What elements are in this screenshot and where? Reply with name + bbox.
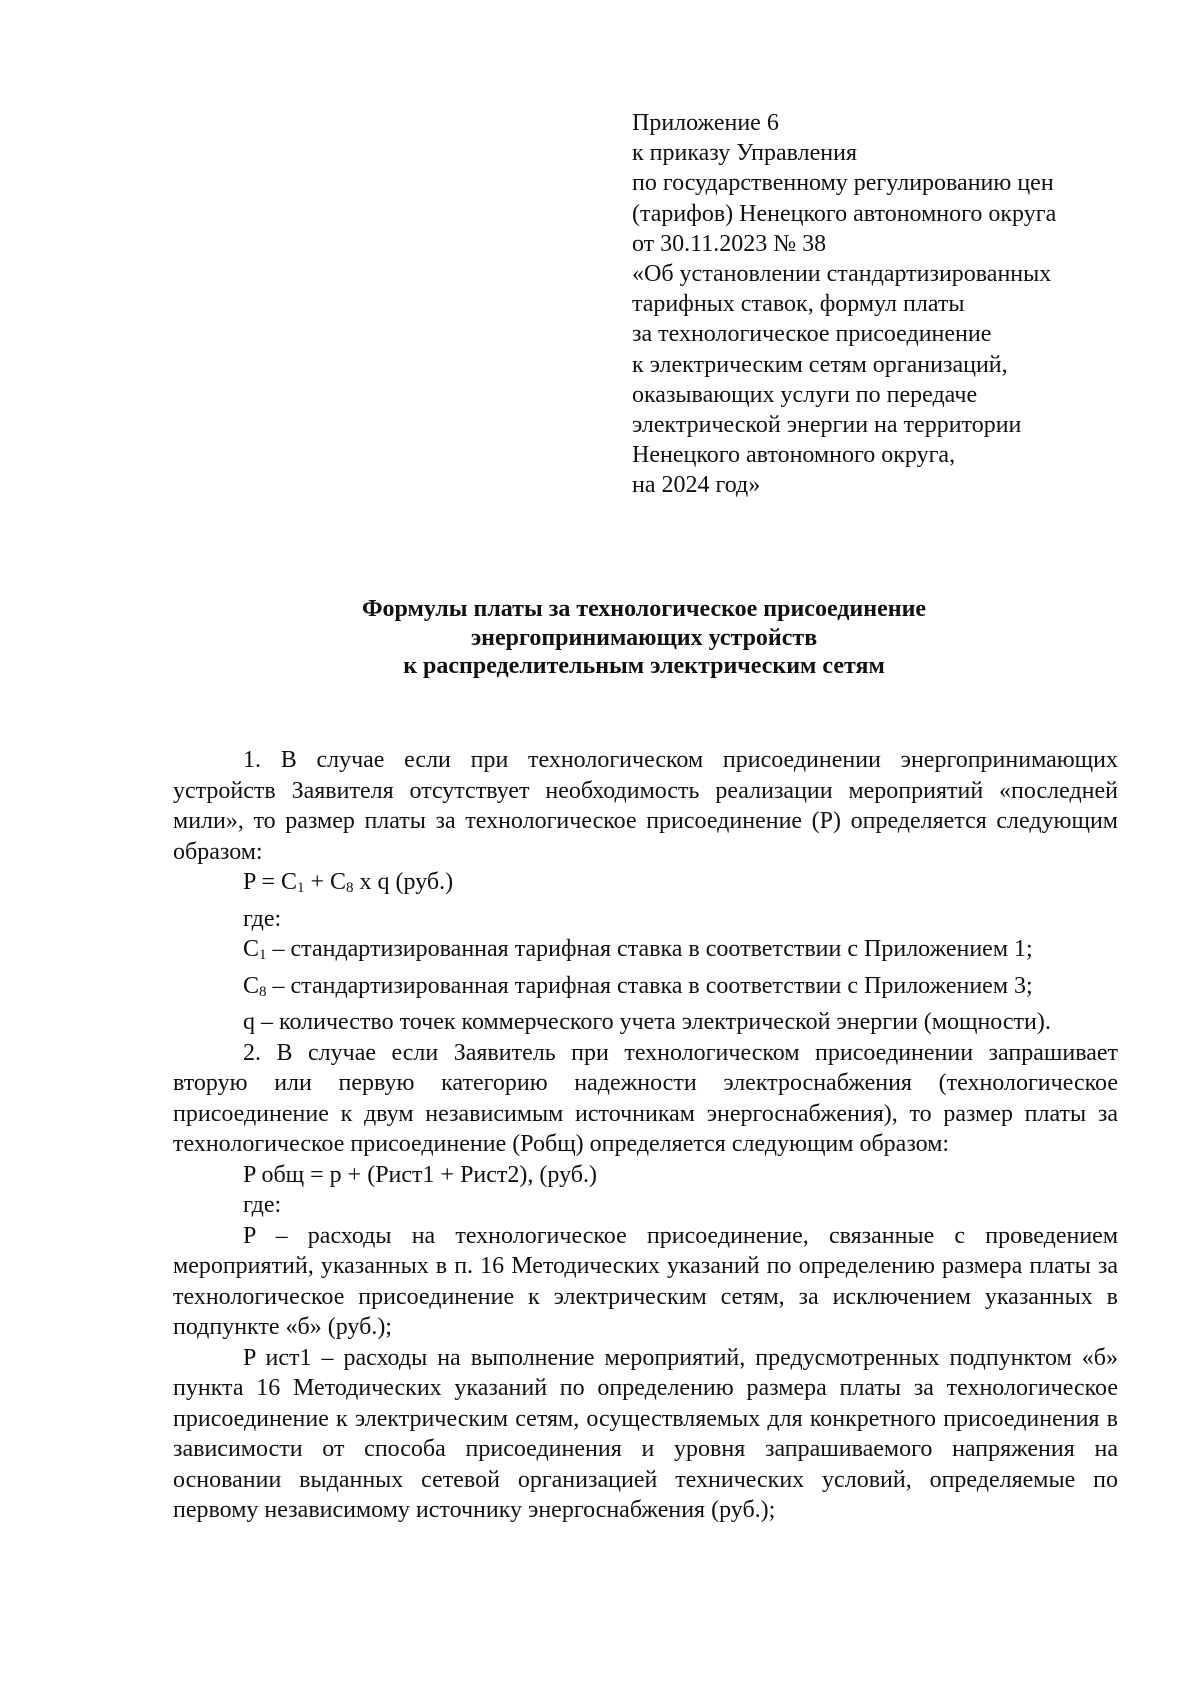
paragraph-2: 2. В случае если Заявитель при технологическом присоединении запрашивает вторую или первую категорию надежности электроснабжения (технологическое присоединение к двум независимым источникам энергоснабжения), то размер платы за технологическое присоединение (Робщ) определяется следующим образом: [173,1039,1118,1157]
paragraph-1: 1. В случае если при технологическом присоединении энергопринимающих устройств Заявителя отсутствует необходимость реализации мероприятий «последней мили», то размер платы за технологическое присоединение (P) определяется следующим образом: [173,747,1118,865]
header-line: к приказу Управления [632,140,858,167]
definition-subscript: 8 [259,983,267,1000]
formula-1 [173,867,1118,904]
header-line: по государственному регулированию цен [632,170,1054,197]
header-line: тарифных ставок, формул платы [632,291,965,318]
where-label: где: [243,905,282,932]
header-line: электрической энергии на территории [632,412,1022,439]
formula-2: P общ = p + (Рист1 + Рист2), (руб.) [243,1161,597,1188]
header-line: к электрическим сетям организаций, [632,351,1008,378]
title-line: Формулы платы за технологическое присоединение [361,596,927,622]
definition-subscript: 1 [259,947,267,963]
definition-c1 [173,934,1118,971]
document-body [173,745,1118,1526]
header-line: (тарифов) Ненецкого автономного округа [632,200,1057,227]
header-line: на 2024 год» [632,472,761,499]
definition-symbol: C [243,936,260,962]
document-title [170,595,1118,681]
title-line: энергопринимающих устройств [470,624,818,651]
header-line: Ненецкого автономного округа, [632,442,956,469]
appendix-header [632,108,1152,501]
formula-text: + C [304,869,347,895]
definition-p-ist1: P ист1 – расходы на выполнение мероприятий, предусмотренных подпунктом «б» пункта 16 Методических указаний по определению размера платы за технологическое присоединение к электрическим сетям, осуществляемых для конкретного присоединения в зависимости от способа присоединения и уровня запрашиваемого напряжения на основании выданных сетевой организацией технических условий, определяемые по первому независимому источнику энергоснабжения (руб.); [173,1344,1118,1523]
definition-text: – стандартизированная тарифная ставка в соответствии с Приложением 1; [266,936,1033,962]
definition-q: q – количество точек коммерческого учета электрической энергии (мощности). [243,1009,1051,1035]
header-line: оказывающих услуги по передаче [632,381,978,408]
header-line: от 30.11.2023 № 38 [632,230,827,257]
header-line: «Об установлении стандартизированных [632,261,1052,288]
definition-text: – стандартизированная тарифная ставка в соответствии с Приложением 3; [266,972,1033,999]
definition-c8 [173,971,1118,1008]
title-line: к распределительным электрическим сетям [403,653,885,679]
formula-subscript: 1 [297,880,305,896]
definition-symbol: C [243,972,260,999]
definition-p: P – расходы на технологическое присоединение, связанные с проведением мероприятий, указанных в п. 16 Методических указаний по определению размера платы за технологическое присоединение к электрическим сетям, за исключением указанных в подпункте «б» (руб.); [173,1222,1118,1340]
formula-subscript: 8 [346,880,354,896]
formula-text: x q (руб.) [353,869,454,895]
formula-text: P = C [243,869,297,895]
header-line: за технологическое присоединение [632,321,992,348]
where-label: где: [243,1192,282,1218]
header-line: Приложение 6 [632,110,779,136]
